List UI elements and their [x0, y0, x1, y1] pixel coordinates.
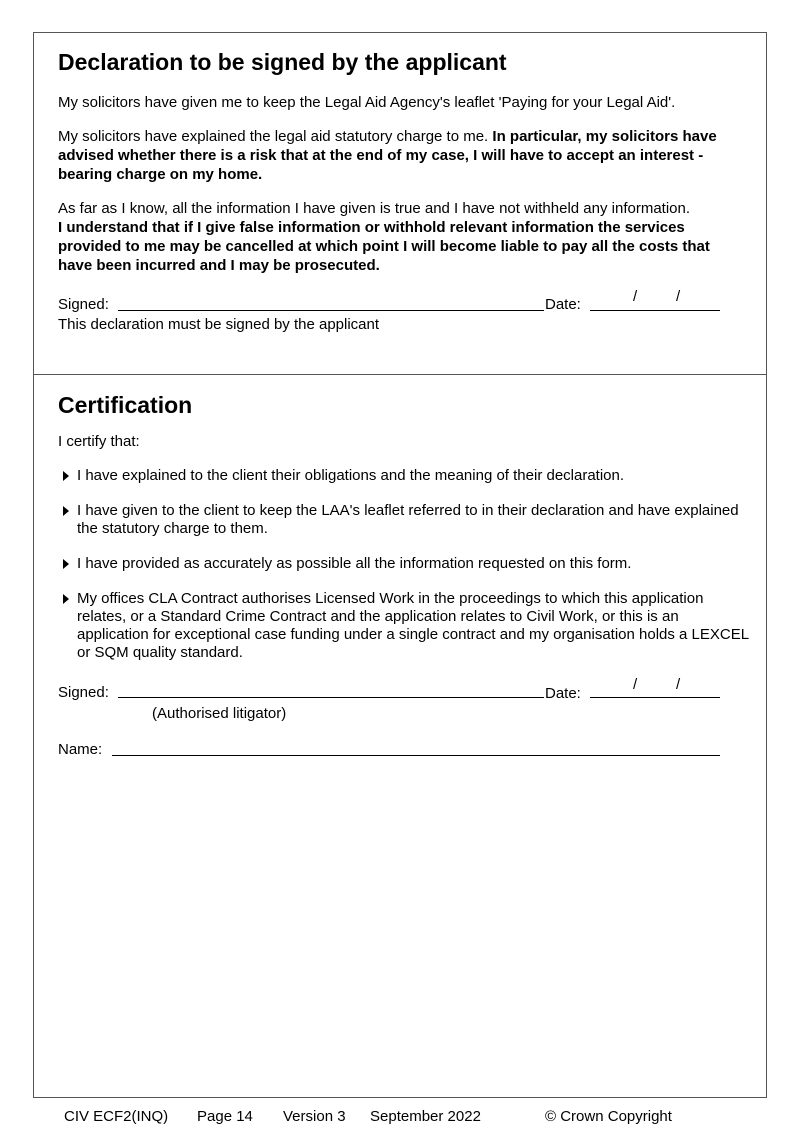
certification-bullet-text: I have explained to the client their obligations and the meaning of their declaration.: [77, 467, 625, 484]
litigator-date-field[interactable]: [590, 697, 720, 698]
footer-page-number: Page 14: [197, 1108, 253, 1125]
declaration-heading: Declaration to be signed by the applicant: [58, 49, 507, 75]
declaration-para-2: [58, 127, 748, 184]
applicant-date-sep-2: /: [676, 288, 681, 305]
certification-bullet-text: I have provided as accurately as possible all the information requested on this form.: [77, 555, 632, 572]
triangle-bullet-icon: [63, 594, 69, 604]
triangle-bullet-icon: [63, 471, 69, 481]
applicant-date-label: Date:: [545, 296, 581, 313]
litigator-date-sep-1: /: [633, 676, 638, 693]
footer-copyright: © Crown Copyright: [545, 1108, 672, 1125]
certification-heading: Certification: [58, 392, 193, 418]
triangle-bullet-icon: [63, 559, 69, 569]
certification-bullet-text: I have given to the client to keep the LAA's leaflet referred to in their declaration and have explained the statutory charge to them.: [77, 502, 739, 537]
footer-form-code: CIV ECF2(INQ): [64, 1108, 169, 1125]
footer-version: Version 3: [283, 1108, 346, 1125]
declaration-para-3: [58, 199, 748, 275]
litigator-signed-label: Signed:: [58, 684, 109, 701]
litigator-signature-field[interactable]: [118, 697, 544, 698]
applicant-date-sep-1: /: [633, 288, 638, 305]
declaration-para-3-text: As far as I know, all the information I have given is true and I have not withheld any information.: [58, 200, 691, 217]
certification-bullet-text: My offices CLA Contract authorises Licensed Work in the proceedings to which this application relates, or a Standard Crime Contract and the application relates to Civil Work, or this is an application for exceptional case funding under a single contract and my organisation holds a LEXCEL or SQM quality standard.: [77, 590, 749, 661]
declaration-para-2-bold: In particular, my solicitors have advised whether there is a risk that at the end of my case, I will have to accept an interest - bearing charge on my home.: [58, 128, 717, 183]
applicant-signed-label: Signed:: [58, 296, 109, 313]
name-label: Name:: [58, 741, 103, 758]
litigator-date-sep-2: /: [676, 676, 681, 693]
footer-date: September 2022: [370, 1108, 481, 1125]
authorised-litigator-caption: (Authorised litigator): [152, 705, 287, 722]
name-field[interactable]: [112, 755, 720, 756]
section-divider: [33, 374, 767, 375]
triangle-bullet-icon: [63, 506, 69, 516]
declaration-para-2-text: My solicitors have explained the legal aid statutory charge to me.: [58, 128, 489, 145]
declaration-note: This declaration must be signed by the applicant: [58, 316, 380, 333]
applicant-date-field[interactable]: [590, 310, 720, 311]
litigator-date-label: Date:: [545, 685, 581, 702]
applicant-signature-field[interactable]: [118, 310, 544, 311]
certification-intro: I certify that:: [58, 433, 140, 450]
declaration-para-3-bold: I understand that if I give false information or withhold relevant information the services provided to me may be cancelled at which point I will become liable to pay all the costs that have been incurred and I may be prosecuted.: [58, 219, 710, 274]
declaration-para-1: My solicitors have given me to keep the Legal Aid Agency's leaflet 'Paying for your Legal Aid'.: [58, 94, 676, 111]
